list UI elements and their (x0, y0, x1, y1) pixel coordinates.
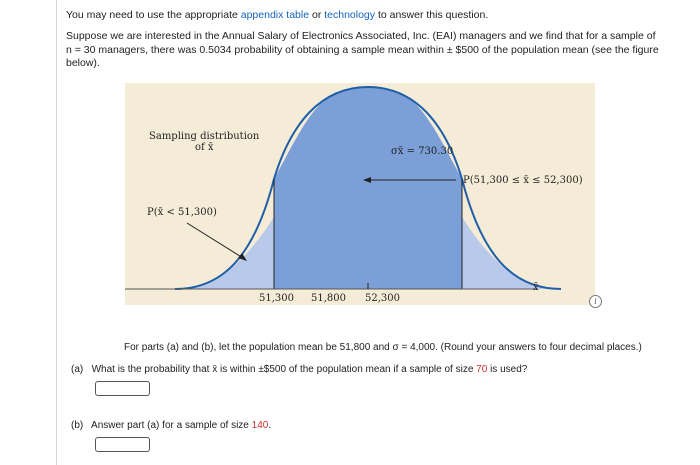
question-b-text-pre: Answer part (a) for a sample of size (91, 420, 252, 431)
answer-a-input[interactable] (95, 381, 150, 396)
problem-line-1: Suppose we are interested in the Annual Salary of Electronics Associated, Inc. (EAI) managers and we find that for a sample of (66, 30, 656, 42)
intro-suffix: to answer this question. (375, 9, 489, 21)
tick-label-52300: 52,300 (365, 293, 400, 304)
center-region-fill (274, 87, 462, 289)
problem-line-3: below). (66, 57, 100, 70)
intro-prefix: You may need to use the appropriate (66, 9, 241, 21)
tick-label-51300: 51,300 (259, 293, 294, 304)
left-border (56, 0, 57, 465)
prob-less-label: P(x̄ < 51,300) (147, 207, 217, 218)
prob-less-pointer (187, 223, 243, 258)
sampling-distribution-label: Sampling distribution of x̄ (149, 131, 260, 153)
sampling-distribution-figure (125, 83, 595, 305)
parts-note: For parts (a) and (b), let the population mean be 51,800 and σ = 4,000. (Round your answers to four decimal places.) (124, 342, 642, 353)
intro-text (66, 8, 488, 22)
question-a-size: 70 (476, 364, 488, 375)
sigma-label: σx̄ = 730.30 (391, 146, 454, 157)
normal-curve-svg (125, 83, 595, 305)
appendix-table-link[interactable]: appendix table (240, 9, 310, 21)
question-a-label: (a) (71, 364, 84, 375)
question-a (71, 363, 527, 376)
question-b-label: (b) (71, 420, 84, 431)
problem-statement (66, 30, 696, 71)
answer-b-input[interactable] (95, 437, 150, 452)
problem-line-2: n = 30 managers, there was 0.5034 probability of obtaining a sample mean within ± $500 of the population mean (see the figure (66, 43, 659, 56)
prob-between-label: P(51,300 ≤ x̄ ≤ 52,300) (463, 175, 583, 186)
tick-label-51800: 51,800 (311, 293, 346, 304)
question-a-text-post: is used? (487, 364, 528, 375)
technology-link[interactable]: technology (324, 9, 376, 21)
xbar-axis-label: x̄ (533, 282, 539, 293)
intro-middle: or (309, 9, 325, 21)
question-b (71, 419, 271, 432)
info-icon[interactable]: i (589, 295, 602, 308)
question-a-text-pre: What is the probability that x̄ is within ±$500 of the population mean if a sample of size (91, 364, 477, 375)
question-b-text-post: . (268, 420, 272, 431)
question-b-size: 140 (251, 420, 269, 431)
